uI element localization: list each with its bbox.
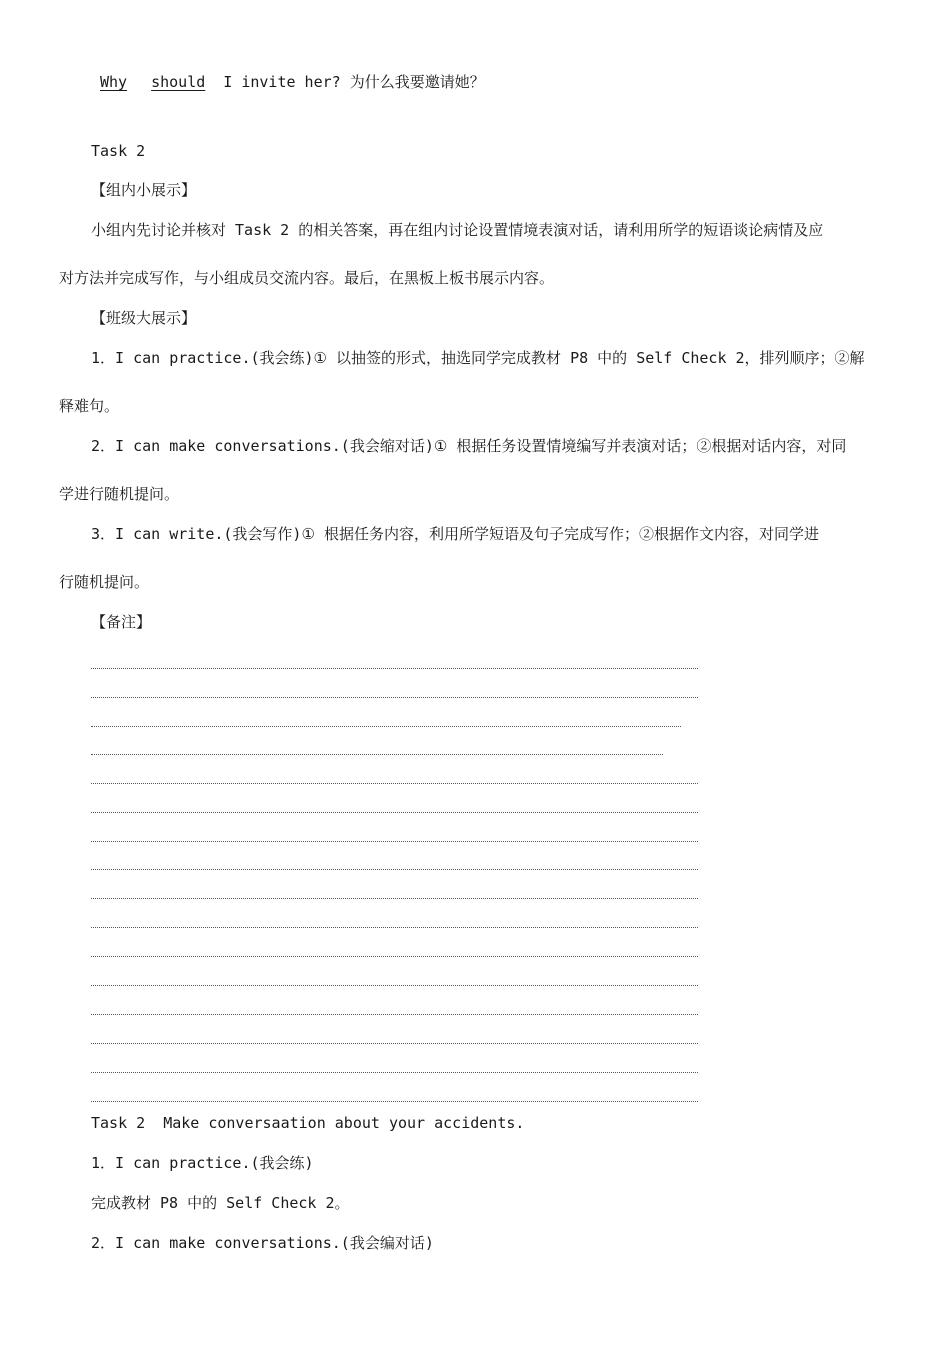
task2-make-heading <box>91 1113 524 1133</box>
group-paragraph-line-1: 小组内先讨论并核对 Task 2 的相关答案，再在组内讨论设置情境表演对话，请利用所学的短语谈论病情及应 <box>91 221 824 239</box>
class-section-title: 【班级大展示】 <box>91 309 197 327</box>
notes-rule <box>91 1043 698 1044</box>
notes-rule <box>91 927 698 928</box>
class-item-2-line-2: 学进行随机提问。 <box>59 485 180 503</box>
notes-rule <box>91 697 698 698</box>
task2-item-1-label: 1．I can practice.(我会练) <box>91 1154 314 1172</box>
notes-rule <box>91 1101 698 1102</box>
notes-rule <box>91 726 681 727</box>
group-paragraph-line-2: 对方法并完成写作，与小组成员交流内容。最后，在黑板上板书展示内容。 <box>59 269 555 287</box>
class-item-2-line-1: 2．I can make conversations.(我会缩对话)① 根据任务设置情境编写并表演对话；②根据对话内容，对同 <box>91 437 847 455</box>
task2-make-heading-b: Make conversaation about your accidents. <box>163 1114 525 1132</box>
class-item-3-line-2: 行随机提问。 <box>59 573 150 591</box>
class-item-3-line-1: 3．I can write.(我会写作)① 根据任务内容，利用所学短语及句子完成写作；②根据作文内容，对同学进 <box>91 525 819 543</box>
notes-rule <box>91 898 698 899</box>
notes-rule <box>91 783 698 784</box>
notes-rule <box>91 841 698 842</box>
class-item-1-line-1: 1．I can practice.(我会练)① 以抽签的形式，抽选同学完成教材 P8 中的 Self Check 2，排列顺序；②解 <box>91 349 865 367</box>
blank-word-why: Why <box>100 73 128 91</box>
notes-rule <box>91 1072 698 1073</box>
question-text: I invite her? 为什么我要邀请她？ <box>223 73 485 91</box>
task2-make-heading-a: Task 2 <box>91 1114 146 1132</box>
task2-item-1-text: 完成教材 P8 中的 Self Check 2。 <box>91 1194 350 1212</box>
notes-rule <box>91 754 663 755</box>
notes-rule <box>91 668 698 669</box>
notes-rule <box>91 869 698 870</box>
group-section-title: 【组内小展示】 <box>91 181 197 199</box>
notes-rule <box>91 1014 698 1015</box>
blank-word-should: should <box>151 73 206 91</box>
question-line <box>100 72 485 92</box>
task2-heading: Task 2 <box>91 142 146 160</box>
notes-rule <box>91 956 698 957</box>
notes-rule <box>91 812 698 813</box>
class-item-1-line-2: 释难句。 <box>59 397 120 415</box>
notes-rule <box>91 985 698 986</box>
notes-section-title: 【备注】 <box>91 613 152 631</box>
task2-item-2-label: 2．I can make conversations.(我会编对话) <box>91 1234 434 1252</box>
